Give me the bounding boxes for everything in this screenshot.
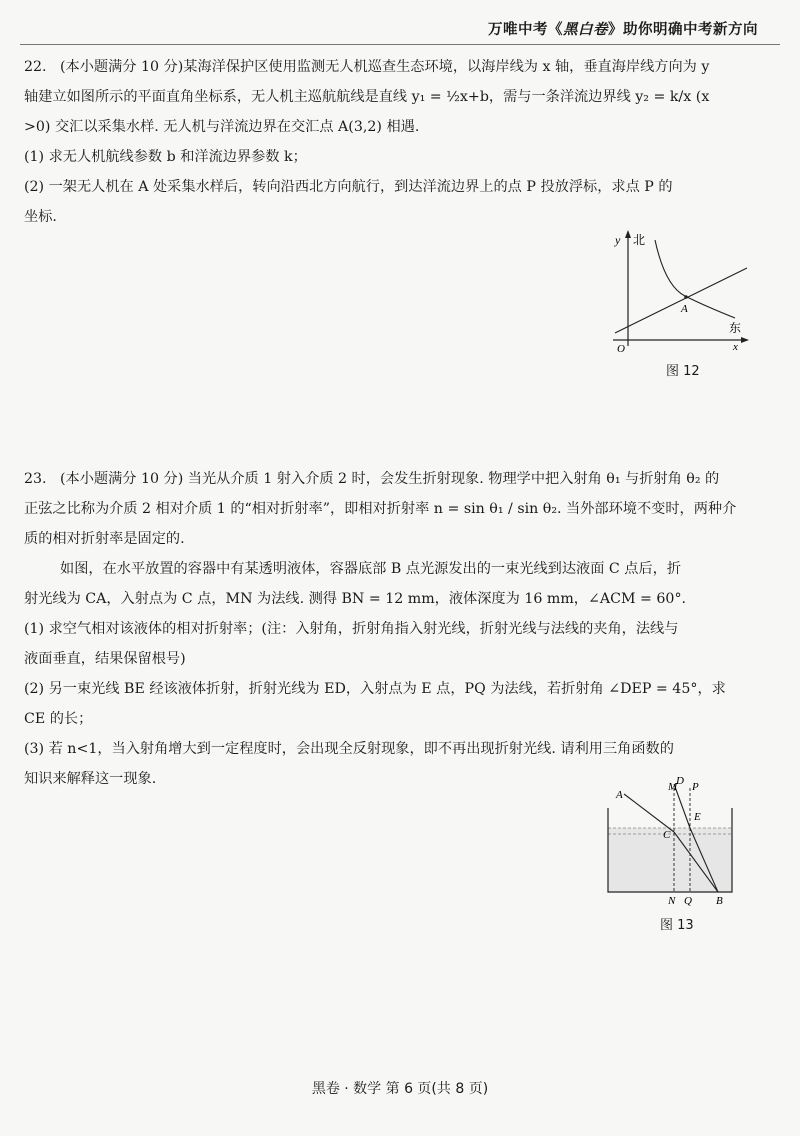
label-Q: Q <box>684 895 692 907</box>
q23-line-11: 知识来解释这一现象. <box>24 771 157 787</box>
label-M: M <box>668 781 678 793</box>
q22-line-1: 22. (本小题满分 10 分)某海洋保护区使用监测无人机巡查生态环境，以海岸线为 x 轴，垂直海岸线方向为 y <box>24 52 754 82</box>
header-rule <box>20 44 780 45</box>
q22-line-5: (2) 一架无人机在 A 处采集水样后，转向沿西北方向航行，到达洋流边界上的点 P 投放浮标，求点 P 的 <box>24 179 673 195</box>
header-text-before: 万唯中考《 <box>488 22 563 38</box>
question-22 <box>24 52 754 232</box>
q23-line-7: 液面垂直，结果保留根号) <box>24 651 186 667</box>
header-text-after: 》助你明确中考新方向 <box>608 22 758 38</box>
label-B: B <box>716 895 723 907</box>
label-origin: O <box>617 343 625 355</box>
figure-12 <box>605 226 765 356</box>
q22-line-6: 坐标. <box>24 209 57 225</box>
label-D: D <box>676 775 684 787</box>
question-23 <box>24 464 754 794</box>
page-header <box>488 18 758 39</box>
q23-line-3: 质的相对折射率是固定的. <box>24 531 185 547</box>
label-north: 北 <box>633 233 646 247</box>
label-N: N <box>668 895 676 907</box>
line-y1 <box>615 268 747 333</box>
q23-line-5: 射光线为 CA，入射点为 C 点，MN 为法线. 测得 BN = 12 mm，液体深度为 16 mm，∠ACM = 60°. <box>24 591 687 607</box>
label-x: x <box>733 341 738 353</box>
label-y: y <box>615 233 621 247</box>
q22-number: 22. <box>24 59 47 75</box>
q23-number: 23. <box>24 471 47 487</box>
q23-line-2: 正弦之比称为介质 2 相对介质 1 的“相对折射率”，即相对折射率 n = sin θ₁ / sin θ₂. 当外部环境不变时，两种介 <box>24 501 737 517</box>
q22-line-2: 轴建立如图所示的平面直角坐标系，无人机主巡航航线是直线 y₁ = ½x+b，需与一条洋流边界线 y₂ = k/x (x <box>24 89 710 105</box>
x-axis-arrow <box>741 337 749 343</box>
ray-CA <box>624 794 674 832</box>
curve-y2 <box>655 240 735 318</box>
label-east: 东 <box>729 321 742 335</box>
figure-13 <box>598 770 758 910</box>
q23-line-1: 23. (本小题满分 10 分) 当光从介质 1 射入介质 2 时，会发生折射现象. 物理学中把入射角 θ₁ 与折射角 θ₂ 的 <box>24 464 754 494</box>
header-text-emphasis: 黑白卷 <box>563 22 608 38</box>
y-axis-arrow <box>625 230 631 238</box>
q23-line-9: CE 的长； <box>24 711 93 727</box>
label-A: A <box>681 303 688 315</box>
label-E: E <box>694 811 701 823</box>
q23-line-8: (2) 另一束光线 BE 经该液体折射，折射光线为 ED，入射点为 E 点，PQ 为法线，若折射角 ∠DEP = 45°，求 <box>24 681 726 697</box>
q23-line-10: (3) 若 n<1，当入射角增大到一定程度时，会出现全反射现象，即不再出现折射光线. 请利用三角函数的 <box>24 741 674 757</box>
page-footer: 黑卷 · 数学 第 6 页(共 8 页) <box>311 1081 489 1097</box>
label-P: P <box>692 781 699 793</box>
q23-line-4: 如图，在水平放置的容器中有某透明液体，容器底部 B 点光源发出的一束光线到达液面 C 点后，折 <box>60 561 682 577</box>
figure-12-caption: 图 12 <box>666 364 700 379</box>
q22-line-4: (1) 求无人机航线参数 b 和洋流边界参数 k； <box>24 149 307 165</box>
point-A <box>684 295 688 299</box>
q22-line-3: >0) 交汇以采集水样. 无人机与洋流边界在交汇点 A(3,2) 相遇. <box>24 119 420 135</box>
figure-13-caption: 图 13 <box>660 918 694 933</box>
label-C: C <box>663 829 671 841</box>
label-A: A <box>616 789 623 801</box>
q23-line-6: (1) 求空气相对该液体的相对折射率；(注：入射角，折射角指入射光线，折射光线与法线的夹角，法线与 <box>24 621 679 637</box>
